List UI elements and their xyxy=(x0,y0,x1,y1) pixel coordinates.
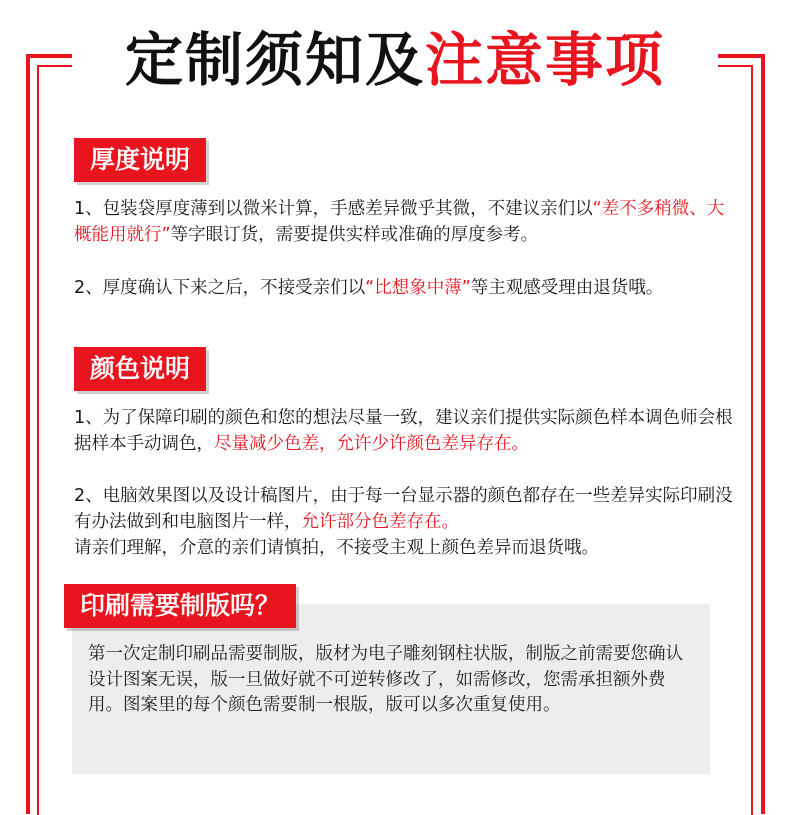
thickness-p2-text-b: 等主观感受理由退货哦。 xyxy=(470,278,664,298)
color-paragraph-1 xyxy=(74,406,734,457)
color-heading: 颜色说明 xyxy=(74,347,206,391)
color-p2-text: 2、电脑效果图以及设计稿图片，由于每一台显示器的颜色都存在一些差异实际印刷没有办法做到和电脑图片一样， xyxy=(74,486,733,532)
page-title xyxy=(72,22,718,98)
plate-info-box xyxy=(72,604,710,774)
color-paragraph-3: 请亲们理解，介意的亲们请慎拍，不接受主观上颜色差异而退货哦。 xyxy=(74,538,599,558)
thickness-heading: 厚度说明 xyxy=(74,138,206,182)
thickness-paragraph-1 xyxy=(74,197,734,248)
plate-heading: 印刷需要制版吗？ xyxy=(64,584,296,628)
title-black-part: 定制须知及 xyxy=(124,26,425,94)
color-p1-text: 1、为了保障印刷的颜色和您的想法尽量一致，建议亲们提供实际颜色样本调色师会根据样本手动调色， xyxy=(74,408,733,454)
plate-paragraph: 第一次定制印刷品需要制版，版材为电子雕刻钢柱状版，制版之前需要您确认设计图案无误，版一旦做好就不可逆转修改了，如需修改，您需承担额外费用。图案里的每个颜色需要制一根版，版可以多次重复使用。 xyxy=(88,644,683,715)
color-p2-highlight: 允许部分色差存在。 xyxy=(301,511,459,532)
color-p1-highlight: 尽量减少色差，允许少许颜色差异存在。 xyxy=(214,433,529,454)
thickness-p1-highlight: “差不多稍微、大概能用就行” xyxy=(74,199,725,245)
thickness-paragraph-2 xyxy=(74,276,734,302)
thickness-p2-highlight: “比想象中薄” xyxy=(365,278,471,298)
thickness-p1-text-a: 1、包装袋厚度薄到以微米计算，手感差异微乎其微，不建议亲们以 xyxy=(74,199,593,219)
thickness-p2-text-a: 2、厚度确认下来之后，不接受亲们以 xyxy=(74,278,366,298)
color-paragraph-2 xyxy=(74,484,734,535)
thickness-p1-text-b: 等字眼订货，需要提供实样或准确的厚度参考。 xyxy=(170,224,539,245)
title-red-part: 注意事项 xyxy=(425,26,666,94)
